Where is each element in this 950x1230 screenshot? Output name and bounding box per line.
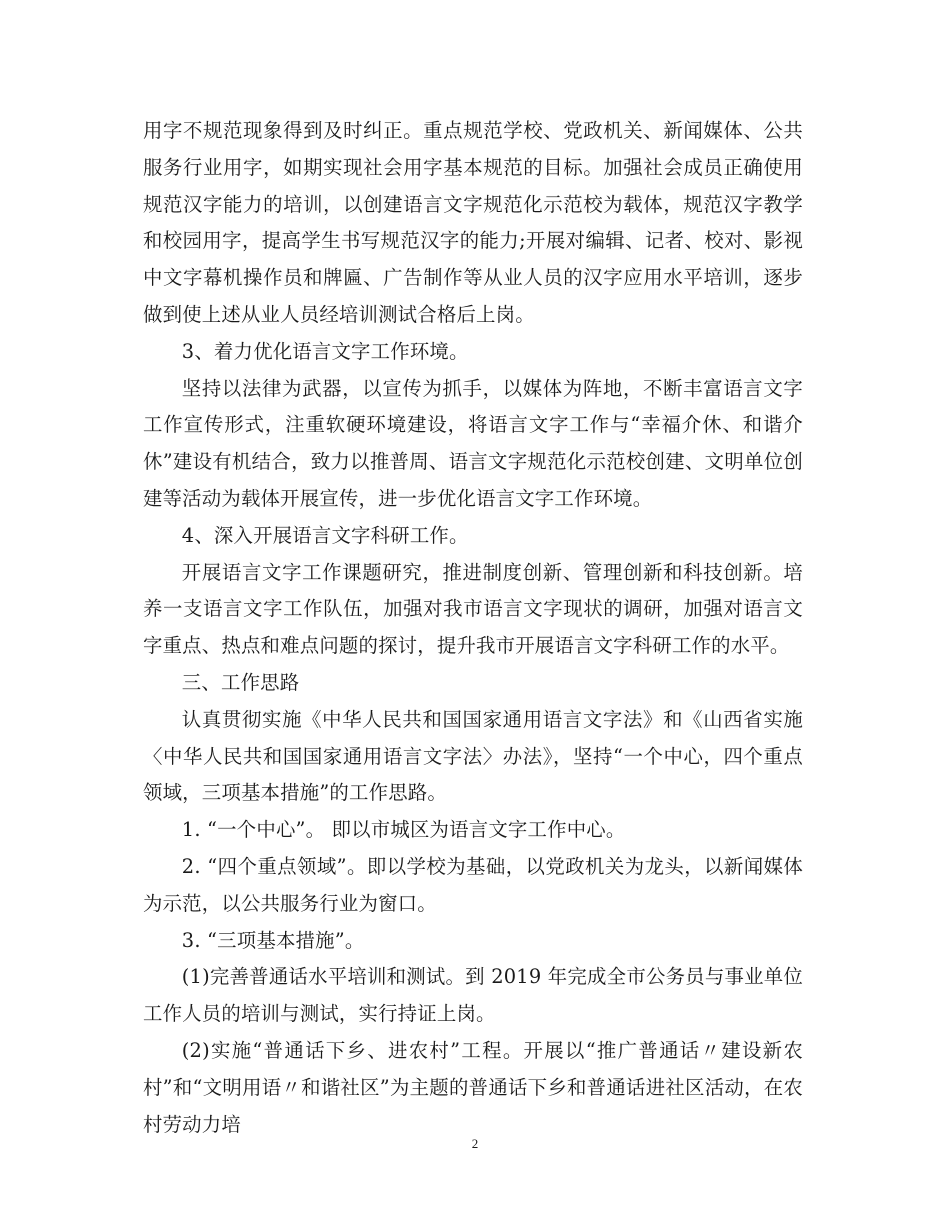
heading-research-work: 4、深入开展语言文字科研工作。	[181, 523, 469, 547]
paragraph-research-detail: 开展语言文字工作课题研究，推进制度创新、管理创新和科技创新。培养一支语言文字工作队伍，加强对我市语言文字现状的调研，加强对语言文字重点、热点和难点问题的探讨，提升我市开展语言文字科研工作的水平。	[143, 560, 803, 658]
list-item-three-measures: 3. “三项基本措施”。	[181, 928, 365, 952]
section-heading-work-approach: 三、工作思路	[181, 670, 300, 694]
list-item-four-key-areas: 2. “四个重点领域”。即以学校为基础，以党政机关为龙头，以新闻媒体为示范，以公共服务行业为窗口。	[143, 854, 803, 915]
page-number: 2	[471, 1136, 479, 1151]
document-body	[143, 113, 803, 1143]
paragraph-standardize-usage: 用字不规范现象得到及时纠正。重点规范学校、党政机关、新闻媒体、公共服务行业用字，如期实现社会用字基本规范的目标。加强社会成员正确使用规范汉字能力的培训，以创建语言文字规范化示范校为载体，规范汉字教学和校园用字，提高学生书写规范汉字的能力;开展对编辑、记者、校对、影视中文字幕机操作员和牌匾、广告制作等从业人员的汉字应用水平培训，逐步做到使上述从业人员经培训测试合格后上岗。	[143, 119, 803, 326]
sub-item-mandarin-rural: (2)实施“普通话下乡、进农村”工程。开展以“推广普通话〃建设新农村”和“文明用语〃和谐社区”为主题的普通话下乡和普通话进社区活动，在农村劳动力培	[143, 1038, 803, 1136]
list-item-one-center: 1. “一个中心”。 即以市城区为语言文字工作中心。	[181, 818, 626, 842]
sub-item-mandarin-training: (1)完善普通话水平培训和测试。到 2019 年完成全市公务员与事业单位工作人员的培训与测试，实行持证上岗。	[143, 965, 803, 1026]
heading-optimize-environment: 3、着力优化语言文字工作环境。	[181, 339, 469, 363]
paragraph-environment-detail: 坚持以法律为武器，以宣传为抓手，以媒体为阵地，不断丰富语言文字工作宣传形式，注重软硬环境建设，将语言文字工作与“幸福介休、和谐介休”建设有机结合，致力以推普周、语言文字规范化示范校创建、文明单位创建等活动为载体开展宣传，进一步优化语言文字工作环境。	[143, 376, 803, 510]
paragraph-work-approach: 认真贯彻实施《中华人民共和国国家通用语言文字法》和《山西省实施〈中华人民共和国国家通用语言文字法〉办法》，坚持“一个中心，四个重点领域，三项基本措施”的工作思路。	[143, 707, 803, 805]
